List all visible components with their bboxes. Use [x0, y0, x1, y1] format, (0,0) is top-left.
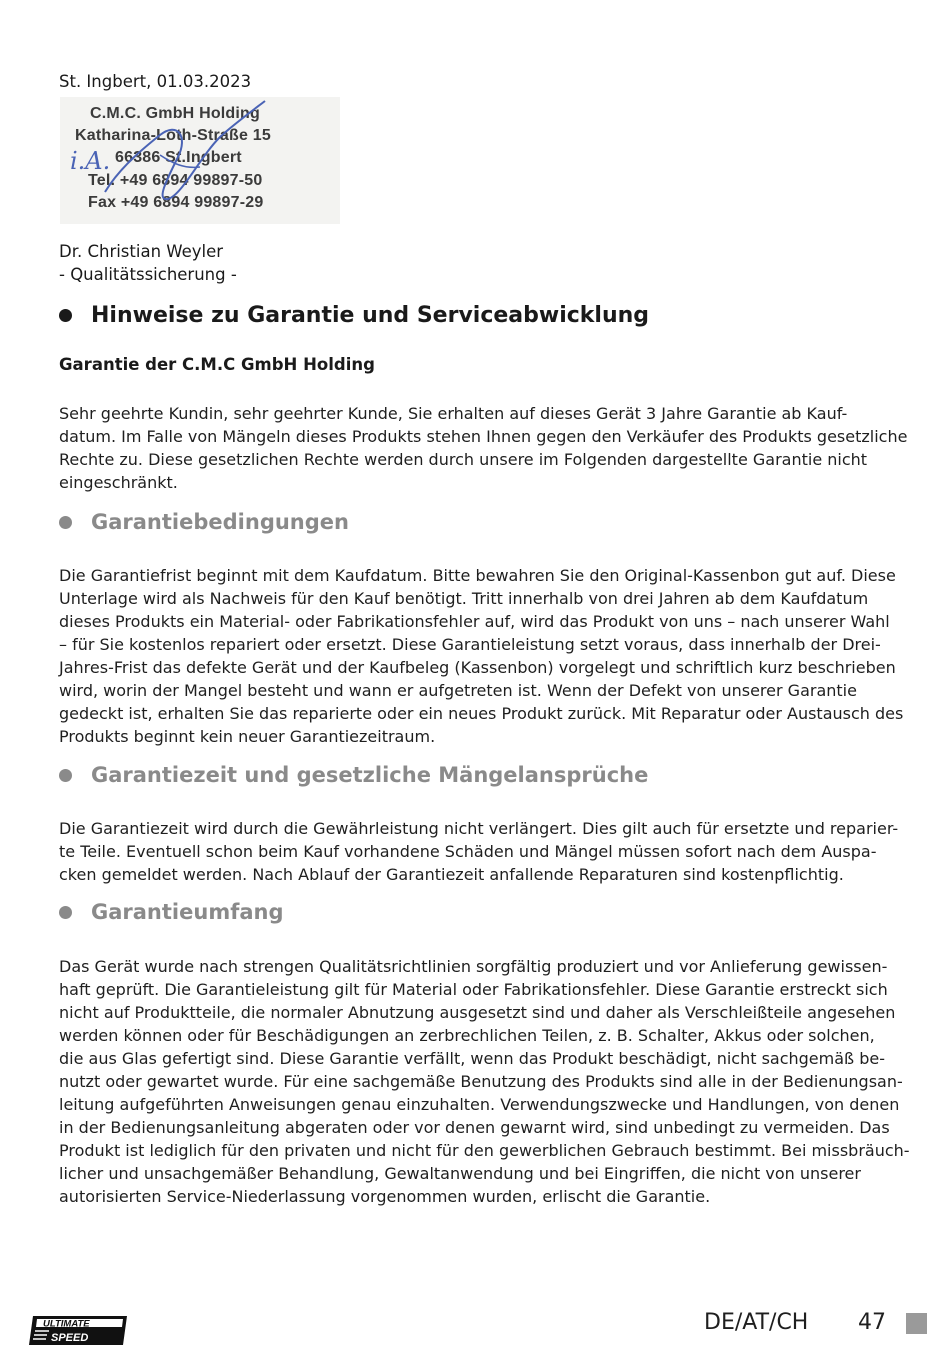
- page-marker: [906, 1313, 927, 1334]
- ultimate-speed-logo: [27, 1314, 129, 1347]
- stamp-line: Tel. +49 6894 99897-50: [88, 172, 263, 189]
- section-heading: Garantiezeit und gesetzliche Mängelansprüche: [59, 763, 648, 787]
- page-number: 47: [858, 1310, 886, 1335]
- section-heading: Garantiebedingungen: [59, 510, 349, 534]
- bullet-icon: [59, 769, 72, 782]
- handwritten-signature: [60, 97, 340, 224]
- page-title: Hinweise zu Garantie und Serviceabwicklung: [59, 303, 649, 328]
- region-label: DE/AT/CH: [704, 1310, 809, 1335]
- intro-paragraph: Sehr geehrte Kundin, sehr geehrter Kunde, Sie erhalten auf dieses Gerät 3 Jahre Garantie ab Kauf- datum. Im Falle von Mängeln dieses Produkts stehen Ihnen gegen den Verkäufer des Produkts gesetzliche Rechte zu. Diese gesetzlichen Rechte werden durch unsere im Folgenden dargestellte Garantie nicht eingeschränkt.: [59, 404, 908, 492]
- section-subtitle: Garantie der C.M.C GmbH Holding: [59, 355, 375, 374]
- stamp-line: Katharina-Loth-Straße 15: [75, 127, 271, 144]
- logo-text-bottom: SPEED: [51, 1332, 89, 1344]
- place-date: St. Ingbert, 01.03.2023: [59, 72, 252, 91]
- bullet-icon: [59, 309, 72, 322]
- signer-role: - Qualitätssicherung -: [59, 265, 237, 284]
- section-paragraph: Die Garantiezeit wird durch die Gewährleistung nicht verlängert. Dies gilt auch für ersetzte und reparier- te Teile. Eventuell schon beim Kauf vorhandene Schäden und Mängel müssen sofort nach dem Auspa- cken gemeldet werden. Nach Ablauf der Garantiezeit anfallende Reparaturen sind kostenpflichtig.: [59, 819, 899, 884]
- stamp-line: C.M.C. GmbH Holding: [90, 105, 261, 122]
- signature-prefix: i.A.: [70, 147, 111, 175]
- bullet-icon: [59, 516, 72, 529]
- section-heading: Garantieumfang: [59, 900, 284, 924]
- bullet-icon: [59, 906, 72, 919]
- signer-name: Dr. Christian Weyler: [59, 242, 224, 261]
- section-paragraph: Die Garantiefrist beginnt mit dem Kaufdatum. Bitte bewahren Sie den Original-Kassenbon gut auf. Diese Unterlage wird als Nachweis für den Kauf benötigt. Tritt innerhalb von drei Jahren ab dem Kaufdatum dieses Produkts ein Material- oder Fabrikationsfehler auf, wird das Produkt von uns – nach unserer Wahl – für Sie kostenlos repariert oder ersetzt. Diese Garantieleistung setzt voraus, dass innerhalb der Drei- Jahres-Frist das defekte Gerät und der Kaufbeleg (Kassenbon) vorgelegt und schriftlich kurz beschrieben wird, worin der Mangel besteht und wann er aufgetreten ist. Wenn der Defekt von unserer Garantie gedeckt ist, erhalten Sie das reparierte oder ein neues Produkt zurück. Mit Reparatur oder Austausch des Produkts beginnt kein neuer Garantiezeitraum.: [59, 566, 904, 746]
- logo-text-top: ULTIMATE: [43, 1318, 90, 1330]
- company-stamp: [60, 97, 340, 224]
- stamp-line: Fax +49 6894 99897-29: [88, 194, 264, 211]
- section-paragraph: Das Gerät wurde nach strengen Qualitätsrichtlinien sorgfältig produziert und vor Anlieferung gewissen- haft geprüft. Die Garantieleistung gilt für Material oder Fabrikationsfehler. Diese Garantie erstreckt sich nicht auf Produktteile, die normaler Abnutzung ausgesetzt sind und daher als Verschleißteile angesehen werden können oder für Beschädigungen an zerbrechlichen Teilen, z. B. Schalter, Akkus oder solchen, die aus Glas gefertigt sind. Diese Garantie verfällt, wenn das Produkt beschädigt, nicht sachgemäß be- nutzt oder gewartet wurde. Für eine sachgemäße Benutzung des Produkts sind alle in der Bedienungsan- leitung aufgeführten Anweisungen genau einzuhalten. Verwendungszwecke und Handlungen, von denen in der Bedienungsanleitung abgeraten oder vor denen gewarnt wird, sind unbedingt zu vermeiden. Das Produkt ist lediglich für den privaten und nicht für den gewerblichen Gebrauch bestimmt. Bei missbräuch- licher und unsachgemäßer Behandlung, Gewaltanwendung und bei Eingriffen, die nicht von unserer autorisierten Service-Niederlassung vorgenommen wurden, erlischt die Garantie.: [59, 957, 910, 1206]
- stamp-line: 66386 St.Ingbert: [115, 149, 242, 166]
